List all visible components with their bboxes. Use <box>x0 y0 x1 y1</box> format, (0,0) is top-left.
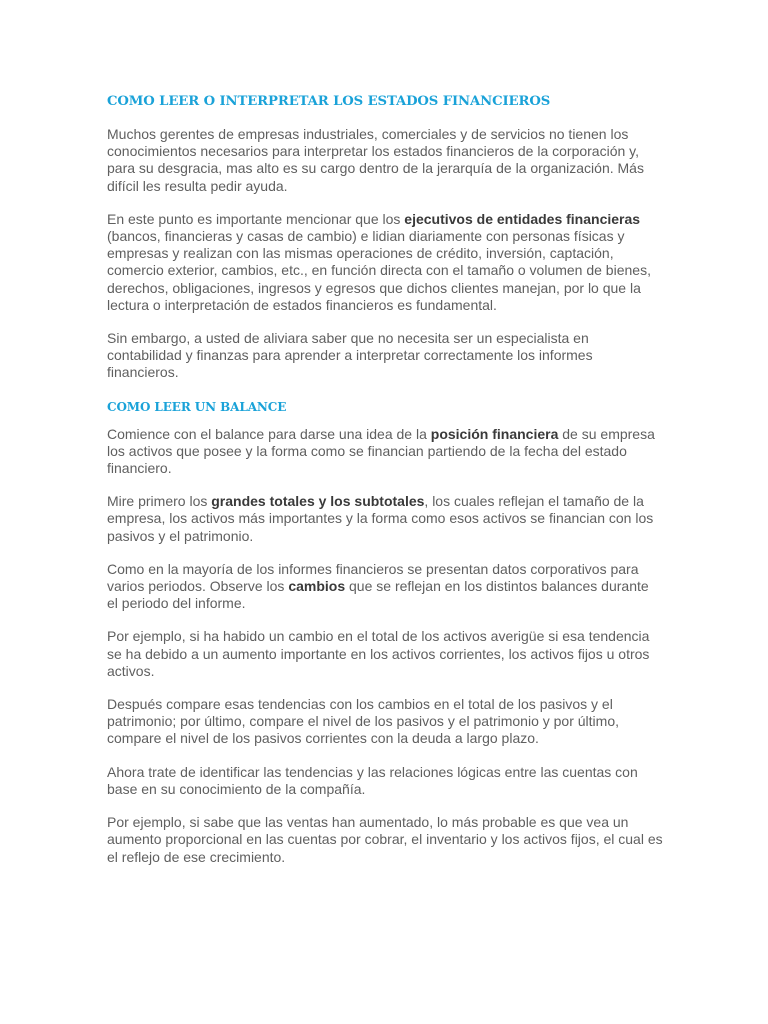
paragraph <box>107 426 663 478</box>
text-run: de su empresa los activos que posee y la forma como se financian partiendo de la fecha del estado financiero. <box>107 425 655 477</box>
text-run: Después compare esas tendencias con los cambios en el total de los pasivos y el patrimonio; por último, compare el nivel de los pasivos y el patrimonio y por último, compare el nivel de los pasivos corrientes con la deuda a largo plazo. <box>107 696 620 747</box>
text-run: Por ejemplo, si sabe que las ventas han aumentado, lo más probable es que vea un aumento proporcional en las cuentas por cobrar, el inventario y los activos fijos, el cual es el reflejo de ese crecimiento. <box>107 814 663 865</box>
text-run: Mire primero los <box>107 493 212 510</box>
intro-section <box>107 126 663 382</box>
paragraph <box>107 493 663 545</box>
paragraph <box>107 211 663 314</box>
bold-text: ejecutivos de entidades financieras <box>404 210 641 227</box>
paragraph <box>107 330 663 382</box>
paragraph <box>107 126 663 195</box>
text-run: Ahora trate de identificar las tendencias y las relaciones lógicas entre las cuentas con base en su conocimiento de la compañía. <box>107 763 638 797</box>
text-run: Como en la mayoría de los informes financieros se presentan datos corporativos para varios periodos. Observe los <box>107 560 639 595</box>
paragraph <box>107 764 663 798</box>
paragraph <box>107 814 663 866</box>
document-title: COMO LEER O INTERPRETAR LOS ESTADOS FINANCIEROS <box>107 94 551 109</box>
bold-text: cambios <box>288 578 346 595</box>
text-run: que se reflejan en los distintos balances durante el periodo del informe. <box>107 578 649 612</box>
text-run: Comience con el balance para darse una idea de la <box>107 425 431 442</box>
text-run: Muchos gerentes de empresas industriales, comerciales y de servicios no tienen los conocimientos necesarios para interpretar los estados financieros de la corporación y, para su desgracia, mas alto es su cargo dentro de la jerarquía de la organización. Más difícil les resulta pedir ayuda. <box>107 126 644 194</box>
text-run: , los cuales reflejan el tamaño de la empresa, los activos más importantes y la forma como esos activos se financian con los pasivos y el patrimonio. <box>107 493 654 544</box>
bold-text: posición financiera <box>430 425 559 442</box>
balance-section <box>107 426 663 866</box>
text-run: Por ejemplo, si ha habido un cambio en el total de los activos averigüe si esa tendencia se ha debido a un aumento importante en los activos corrientes, los activos fijos u otros activos. <box>107 628 650 679</box>
section-title: COMO LEER UN BALANCE <box>107 399 287 414</box>
bold-text: grandes totales y los subtotales <box>211 493 425 510</box>
paragraph <box>107 628 663 680</box>
text-run: Sin embargo, a usted de aliviara saber que no necesita ser un especialista en contabilidad y finanzas para aprender a interpretar correctamente los informes financieros. <box>107 330 593 381</box>
text-run: (bancos, financieras y casas de cambio) e lidian diariamente con personas físicas y empresas y realizan con las mismas operaciones de crédito, inversión, captación, comercio exterior, cambios, etc., en función directa con el tamaño o volumen de bienes, derechos, obligaciones, ingresos y egresos que dichos clientes manejan, por lo que la lectura o interpretación de estados financieros es fundamental. <box>107 228 651 313</box>
text-run: En este punto es importante mencionar que los <box>107 210 405 227</box>
paragraph <box>107 696 663 748</box>
paragraph <box>107 561 663 613</box>
document-page <box>107 92 663 882</box>
